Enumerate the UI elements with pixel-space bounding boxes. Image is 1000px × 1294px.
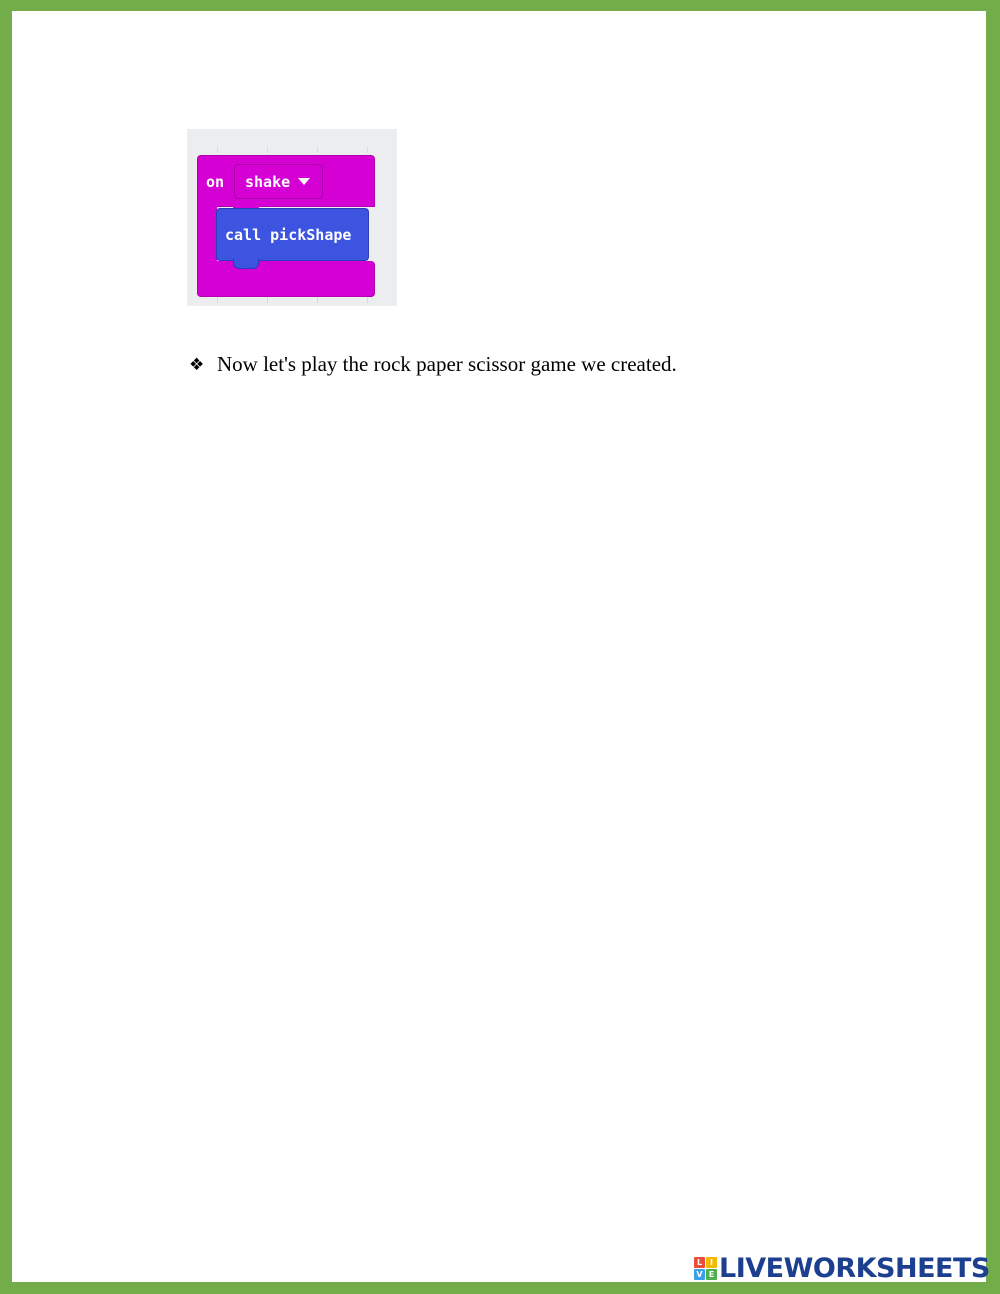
grid-tick: [267, 147, 268, 153]
liveworksheets-logo[interactable]: [694, 1255, 990, 1282]
instruction-text: Now let's play the rock paper scissor game we created.: [217, 352, 677, 376]
event-block-body: [197, 199, 217, 269]
event-keyword: on: [206, 173, 225, 191]
gesture-dropdown-value: shake: [245, 172, 291, 191]
logo-wordmark: LIVEWORKSHEETS: [719, 1253, 990, 1284]
logo-square: E: [706, 1269, 717, 1280]
logo-square: V: [694, 1269, 705, 1280]
caret-down-icon: [298, 178, 310, 185]
grid-tick: [367, 297, 368, 303]
four-diamond-bullet-icon: ❖: [189, 354, 205, 375]
grid-tick: [217, 147, 218, 153]
call-statement: call pickShape: [225, 226, 352, 244]
makecode-block-screenshot: [187, 129, 397, 306]
logo-square: L: [694, 1257, 705, 1268]
block-connector-tab: [233, 259, 259, 269]
grid-tick: [317, 297, 318, 303]
grid-tick: [367, 147, 368, 153]
instruction-item: [189, 352, 677, 377]
event-block-footer: [197, 261, 375, 297]
logo-square: I: [706, 1257, 717, 1268]
grid-tick: [217, 297, 218, 303]
grid-tick: [317, 147, 318, 153]
grid-tick: [267, 297, 268, 303]
gesture-dropdown[interactable]: [234, 164, 323, 199]
logo-squares-icon: [694, 1257, 717, 1280]
